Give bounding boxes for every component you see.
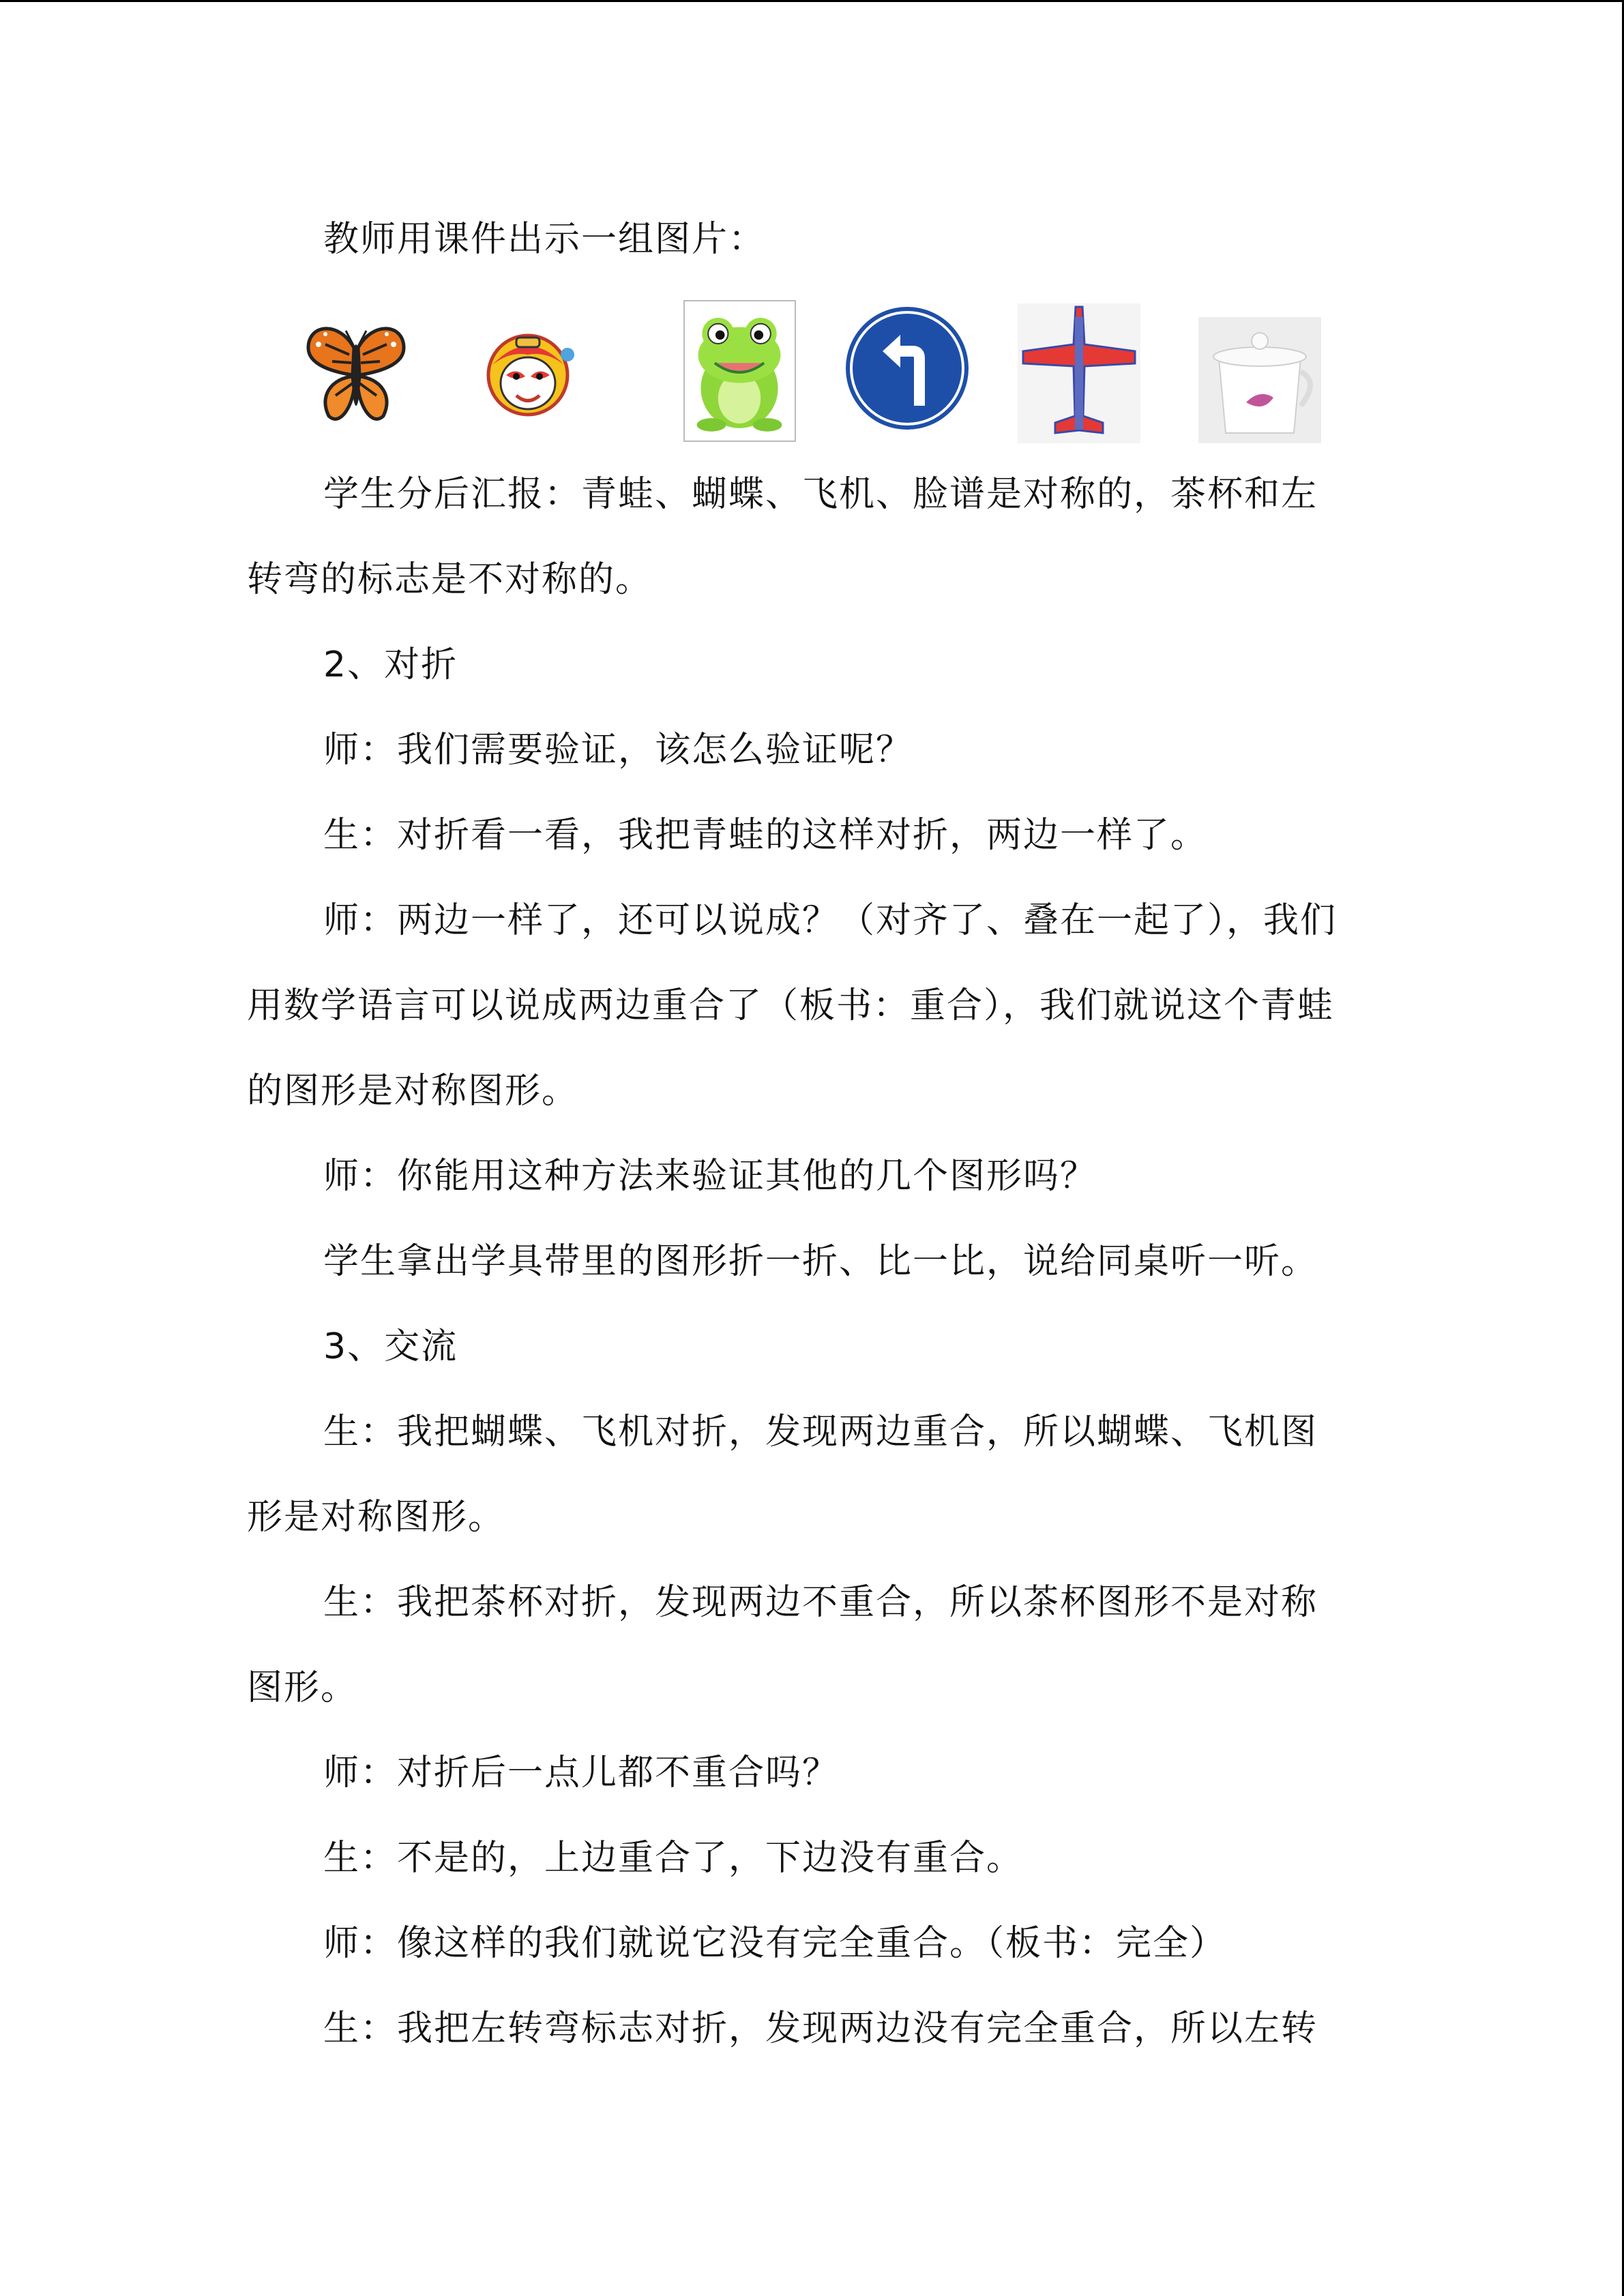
section-heading-exchange: 3、交流 (323, 1326, 458, 1367)
teacup-image (1198, 317, 1321, 443)
text-line-18: 师：像这样的我们就说它没有完全重合。（板书：完全） (323, 1923, 1227, 1964)
text-line-10: 学生拿出学具带里的图形折一折、比一比，说给同桌听一听。 (323, 1241, 1318, 1282)
text-line-7: 用数学语言可以说成两边重合了（板书：重合），我们就说这个青蛙 (247, 985, 1335, 1026)
text-line-13: 形是对称图形。 (247, 1497, 505, 1538)
image-row (247, 300, 1379, 450)
text-line-17: 生：不是的，上边重合了，下边没有重合。 (323, 1838, 1024, 1879)
text-line-16: 师：对折后一点儿都不重合吗？ (323, 1753, 840, 1793)
section-heading-fold: 2、对折 (323, 644, 458, 685)
text-line-9: 师：你能用这种方法来验证其他的几个图形吗？ (323, 1156, 1097, 1197)
text-line-15: 图形。 (247, 1667, 358, 1708)
text-line-14: 生：我把茶杯对折，发现两边不重合，所以茶杯图形不是对称 (323, 1582, 1318, 1623)
text-line-12: 生：我把蝴蝶、飞机对折，发现两边重合，所以蝴蝶、飞机图 (323, 1412, 1318, 1452)
airplane-image (1018, 303, 1140, 443)
opera-mask-image (479, 327, 578, 419)
document-page (247, 0, 1379, 2296)
frog-image (683, 300, 796, 442)
intro-paragraph: 教师用课件出示一组图片： (323, 219, 766, 260)
turn-left-sign-image (843, 303, 971, 433)
text-line-5: 生：对折看一看，我把青蛙的这样对折，两边一样了。 (323, 815, 1208, 856)
text-line-4: 师：我们需要验证，该怎么验证呢？ (323, 730, 913, 771)
text-line-8: 的图形是对称图形。 (247, 1071, 579, 1112)
text-line-1: 学生分后汇报：青蛙、蝴蝶、飞机、脸谱是对称的，茶杯和左 (323, 474, 1318, 515)
text-line-2: 转弯的标志是不对称的。 (247, 559, 653, 600)
text-line-6: 师：两边一样了，还可以说成？（对齐了、叠在一起了），我们 (323, 900, 1338, 941)
butterfly-image (305, 320, 407, 426)
text-line-19: 生：我把左转弯标志对折，发现两边没有完全重合，所以左转 (323, 2008, 1318, 2049)
